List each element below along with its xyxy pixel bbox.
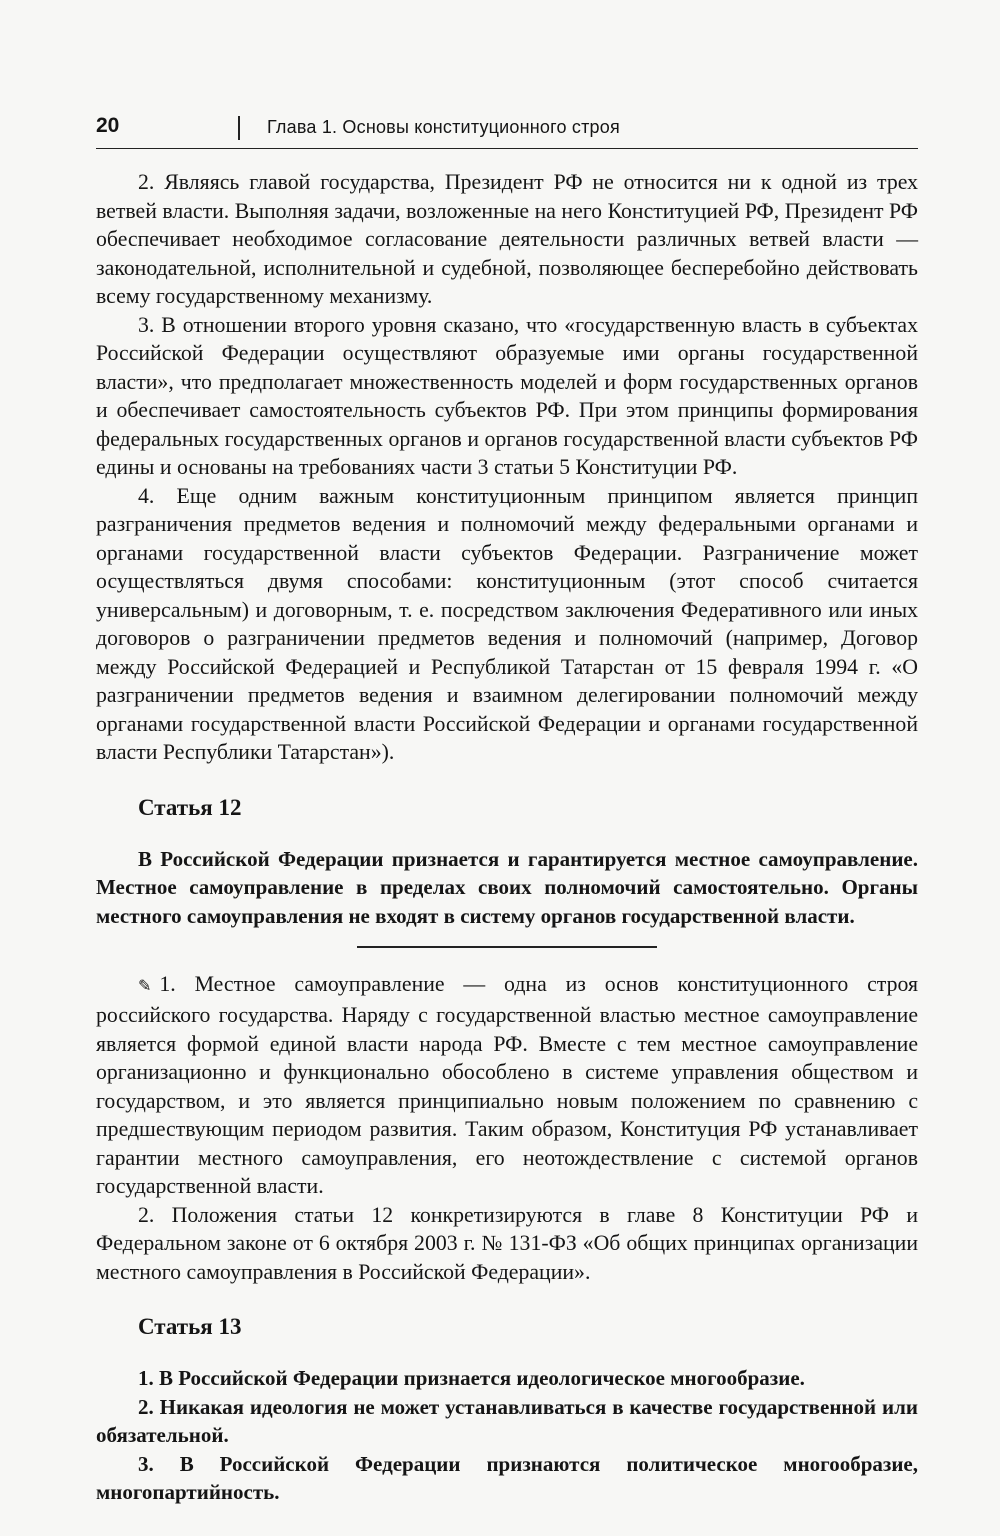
running-head: Глава 1. Основы конституционного строя bbox=[267, 117, 620, 137]
article-12-title: Статья 12 bbox=[138, 794, 242, 820]
article-13-item: 3. В Российской Федерации признаются политическое многообразие, многопартийность. bbox=[96, 1451, 918, 1504]
page-number: 20 bbox=[96, 114, 120, 137]
article-13-title: Статья 13 bbox=[138, 1314, 242, 1339]
page-body bbox=[96, 168, 918, 1507]
article-13-item: 2. Никакая идеология не может устанавливаться в качестве государственной или обязательной. bbox=[96, 1394, 918, 1447]
paragraph: 2. Являясь главой государства, Президент РФ не относится ни к одной из трех ветвей власти. Выполняя задачи, возложенные на него Конституцией РФ, Президент РФ обеспечивает необходимое согласование деятельности различных ветвей власти — законодательной, исполнительной и судебной, позволяющее бесперебойно действовать всему государственному механизму. bbox=[96, 170, 918, 308]
article-13-item: 1. В Российской Федерации признается идеологическое многообразие. bbox=[138, 1366, 805, 1390]
page-header bbox=[96, 112, 918, 149]
article-12-comment-1 bbox=[96, 970, 918, 1201]
header-separator bbox=[238, 116, 240, 140]
divider bbox=[357, 946, 657, 948]
pen-icon: ✎ bbox=[138, 977, 152, 995]
paragraph: 3. В отношении второго уровня сказано, что «государственную власть в субъектах Российской Федерации осуществляют образуемые ими органы государственной власти», что предполагает множественность моделей и форм государственных органов и обеспечивает самостоятельность субъектов РФ. При этом принципы формирования федеральных государственных органов и органов государственной власти субъектов РФ едины и основаны на требованиях части 3 статьи 5 Конституции РФ. bbox=[96, 312, 918, 479]
comment-text: 1. Местное самоуправление — одна из основ конституционного строя российского государства. Наряду с государственной властью местное самоуправление является формой единой власти народа РФ. Вместе с тем местное самоуправление организационно и функционально обособлено в системе управления обществом и государством, и это является принципиально новым положением по сравнению с предшествующим периодом развития. Таким образом, Конституция РФ устанавливает гарантии местного самоуправления, его неотождествление с системой органов государственной власти. bbox=[96, 971, 918, 1198]
article-12-comment-2: 2. Положения статьи 12 конкретизируются в главе 8 Конституции РФ и Федеральном законе от 6 октября 2003 г. № 131-ФЗ «Об общих принципах организации местного самоуправления в Российской Федерации». bbox=[96, 1202, 918, 1284]
article-12-text: В Российской Федерации признается и гарантируется местное самоуправление. Местное самоуправление в пределах своих полномочий самостоятельно. Органы местного самоуправления не входят в систему органов государственной власти. bbox=[96, 846, 918, 928]
paragraph: 4. Еще одним важным конституционным принципом является принцип разграничения предметов ведения и полномочий между федеральными органами и органами государственной власти субъектов Федерации. Разграничение может осуществляться двумя способами: конституционным (этот способ считается универсальным) и договорным, т. е. посредством заключения Федеративного или иных договоров о разграничении предметов ведения и полномочий (например, Договор между Российской Федерацией и Республикой Татарстан от 15 февраля 1994 г. «О разграничении предметов ведения и взаимном делегировании полномочий между органами государственной власти Российской Федерации и органами государственной власти Республики Татарстан»). bbox=[96, 483, 918, 764]
